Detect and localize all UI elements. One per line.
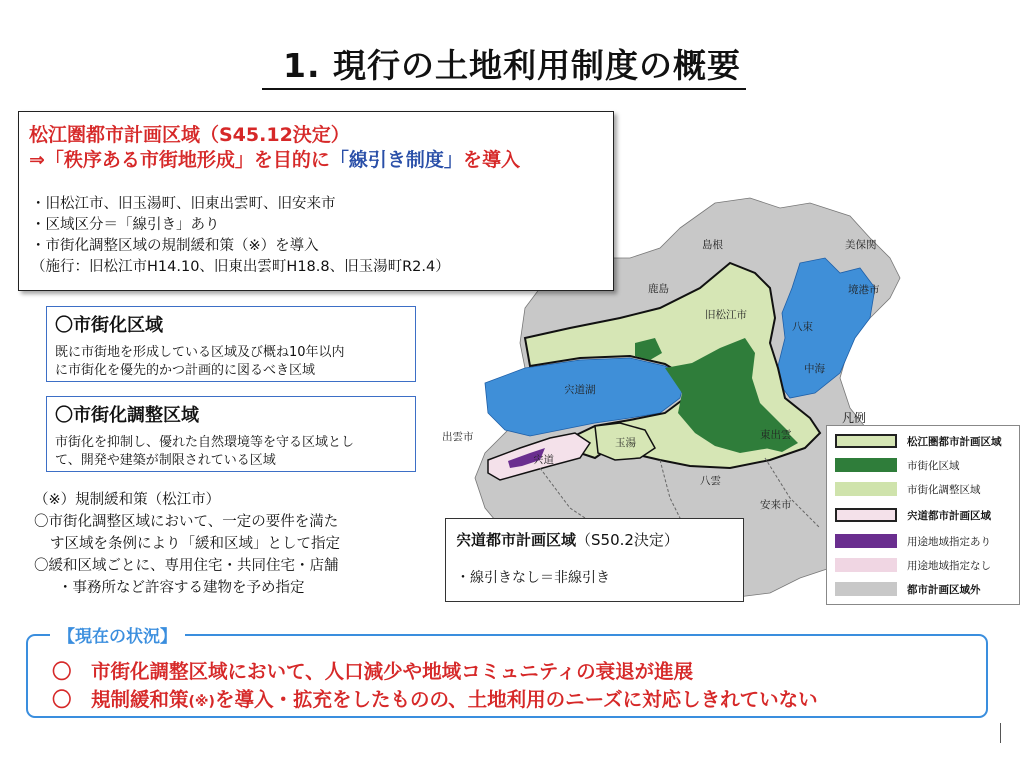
title-underline — [262, 88, 746, 90]
legend-swatch-urbanization — [835, 458, 897, 472]
status-line-2-pre: 〇 規制緩和策 — [52, 688, 189, 711]
urbanization-area-desc: 既に市街地を形成している区域及び概ね10年以内 — [55, 345, 345, 360]
legend-swatch-shinji-area — [835, 508, 897, 522]
purpose-text-post: を導入 — [462, 149, 520, 171]
status-line-2 — [52, 684, 818, 712]
legend-label: 用途地域指定なし — [907, 560, 991, 572]
shinji-planning-title — [456, 529, 679, 550]
control-area-title: 〇市街化調整区域 — [55, 405, 199, 426]
map-label-yakumo: 八雲 — [700, 475, 721, 487]
map-legend — [826, 425, 1020, 605]
map-label-yasugi: 安来市 — [760, 499, 792, 511]
legend-label: 都市計画区域外 — [907, 584, 981, 596]
status-line-2-mark: (※) — [188, 694, 215, 710]
matsue-bullet: （施行：旧松江市H14.10、旧東出雲町H18.8、旧玉湯町R2.4） — [31, 259, 450, 275]
map-label-shinjiko: 宍道湖 — [564, 384, 596, 396]
matsue-bullet: ・区域区分＝「線引き」あり — [31, 217, 220, 233]
map-label-mihonoseki: 美保関 — [845, 239, 877, 251]
purpose-text-pre: ⇒「秩序ある市街地形成」を目的に — [29, 149, 330, 171]
shinji-planning-desc: ・線引きなし＝非線引き — [456, 570, 610, 586]
map-label-nakaumi: 中海 — [804, 363, 825, 375]
legend-label: 宍道都市計画区域 — [907, 510, 991, 522]
legend-swatch-control — [835, 482, 897, 496]
note-heading: （※）規制緩和策（松江市） — [34, 492, 221, 508]
matsue-planning-box — [18, 111, 614, 291]
legend-heading: 凡例 — [842, 411, 867, 425]
note-line: 〇市街化調整区域において、一定の要件を満た — [34, 514, 339, 530]
shinji-planning-box — [445, 518, 744, 602]
map-label-sakaiminato: 境港市 — [848, 284, 880, 296]
status-line-1: 〇 市街化調整区域において、人口減少や地域コミュニティの衰退が進展 — [52, 660, 694, 683]
matsue-bullet: ・市街化調整区域の規制緩和策（※）を導入 — [31, 238, 319, 254]
page-marker — [1000, 723, 1001, 743]
control-area-desc: て、開発や建築が制限されている区域 — [55, 453, 276, 468]
matsue-planning-heading: 松江圏都市計画区域（S45.12決定） — [29, 124, 350, 146]
legend-swatch-outside — [835, 582, 897, 596]
urbanization-area-desc: に市街化を優先的かつ計画的に図るべき区域 — [55, 363, 316, 378]
map-label-old-matsue: 旧松江市 — [705, 309, 747, 321]
legend-swatch-matsue-area — [835, 434, 897, 448]
note-line: ・事務所など許容する建物を予め指定 — [58, 580, 305, 596]
map-label-kashima: 鹿島 — [648, 283, 669, 295]
page-title: 1. 現行の土地利用制度の概要 — [283, 46, 741, 85]
note-line: 〇緩和区域ごとに、専用住宅・共同住宅・店舗 — [34, 558, 339, 574]
shinji-title-suffix: （S50.2決定） — [576, 531, 679, 549]
legend-label: 市街化区域 — [907, 460, 960, 472]
control-area-box — [46, 396, 416, 472]
map-label-higashiizumo: 東出雲 — [760, 429, 792, 441]
legend-swatch-use-district-no — [835, 558, 897, 572]
current-status-heading: 【現在の状況】 — [50, 622, 185, 647]
map-label-tamayu: 玉湯 — [615, 437, 636, 449]
map-label-shinji: 宍道 — [533, 454, 554, 466]
legend-label: 用途地域指定あり — [907, 536, 991, 548]
map-label-yatsuka: 八束 — [792, 321, 813, 333]
status-line-2-post: を導入・拡充をしたものの、土地利用のニーズに対応しきれていない — [214, 688, 818, 711]
urbanization-area-box — [46, 306, 416, 382]
purpose-text-highlight: 「線引き制度」 — [329, 149, 463, 171]
legend-label: 松江圏都市計画区域 — [907, 436, 1002, 448]
map-label-shimane: 島根 — [702, 239, 723, 251]
matsue-bullet: ・旧松江市、旧玉湯町、旧東出雲町、旧安来市 — [31, 196, 336, 212]
legend-swatch-use-district-yes — [835, 534, 897, 548]
note-line: す区域を条例により「緩和区域」として指定 — [50, 536, 340, 552]
legend-label: 市街化調整区域 — [907, 484, 981, 496]
control-area-desc: 市街化を抑制し、優れた自然環境等を守る区域とし — [55, 435, 355, 450]
urbanization-area-title: 〇市街化区域 — [55, 315, 163, 336]
shinji-title-main: 宍道都市計画区域 — [456, 531, 577, 549]
matsue-planning-purpose — [29, 145, 520, 172]
map-label-izumo: 出雲市 — [442, 431, 474, 443]
